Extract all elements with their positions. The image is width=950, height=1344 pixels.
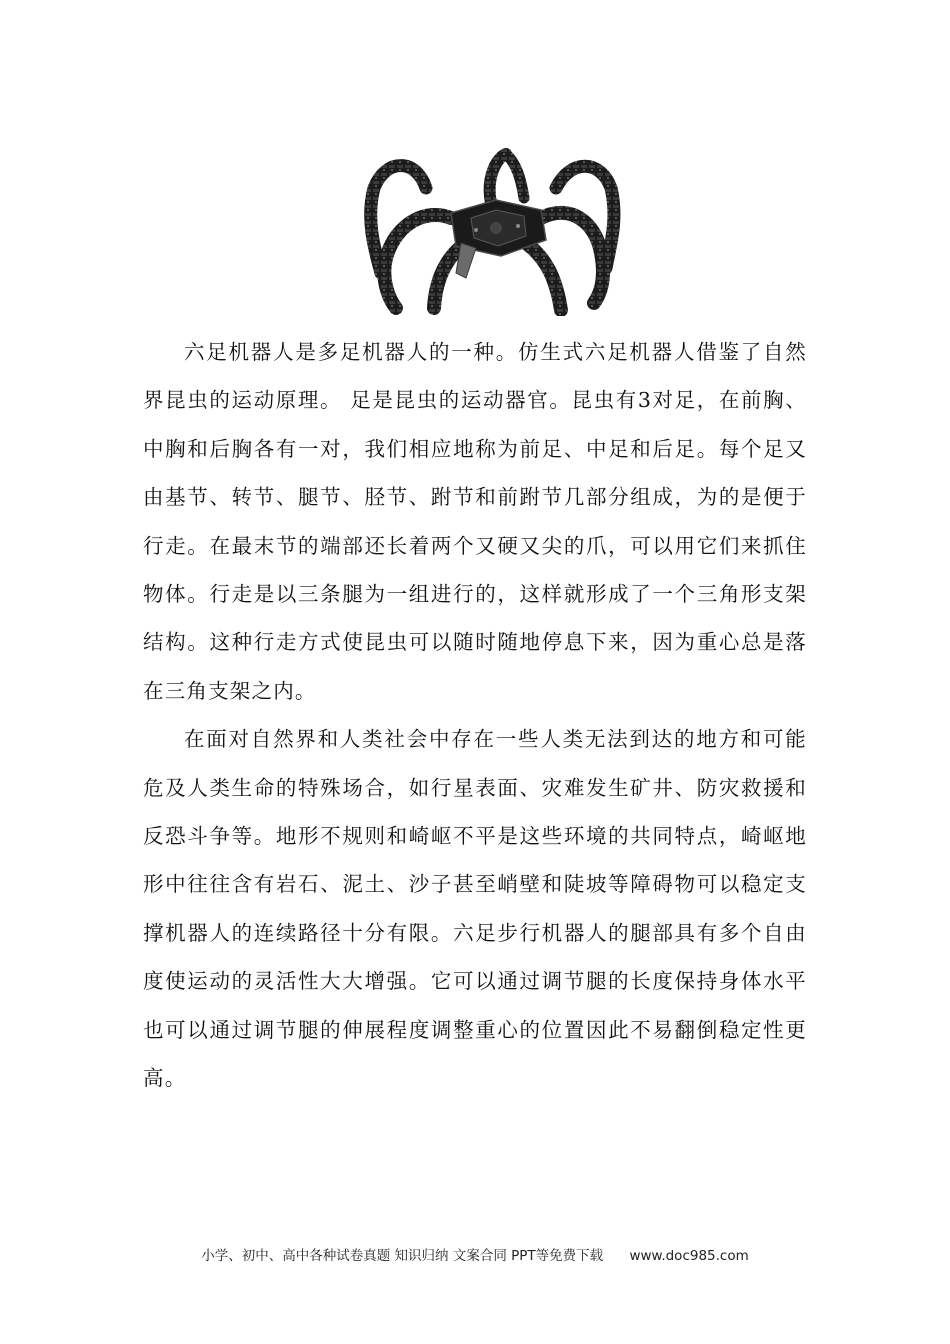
paragraph-hexapod-terrain: 在面对自然界和人类社会中存在一些人类无法到达的地方和可能危及人类生命的特殊场合，如行星表面、灾难发生矿井、防灾救援和反恐斗争等。地形不规则和崎岖不平是这些环境的共同特点，崎岖地形中往往含有岩石、泥土、沙子甚至峭壁和陡坡等障碍物可以稳定支撑机器人的连续路径十分有限。六足步行机器人的腿部具有多个自由度使运动的灵活性大大增强。它可以通过调节腿的长度保持身体水平也可以通过调节腿的伸展程度调整重心的位置因此不易翻倒稳定性更高。 xyxy=(143,727,807,1091)
article-body xyxy=(143,328,807,1103)
paragraph-hexapod-intro: 六足机器人是多足机器人的一种。仿生式六足机器人借鉴了自然界昆虫的运动原理。 足是昆虫的运动器官。昆虫有3对足，在前胸、中胸和后胸各有一对，我们相应地称为前足、中足和后足。每个足又由基节、转节、腿节、胫节、跗节和前跗节几部分组成，为的是便于行走。在最末节的端部还长着两个又硬又尖的爪，可以用它们来抓住物体。行走是以三条腿为一组进行的，这样就形成了一个三角形支架结构。这种行走方式使昆虫可以随时随地停息下来，因为重心总是落在三角支架之内。 xyxy=(143,340,807,703)
page-footer xyxy=(0,1244,950,1264)
hexapod-robot-illustration xyxy=(356,148,630,316)
footer-text: 小学、初中、高中各种试卷真题 知识归纳 文案合同 PPT等免费下载 xyxy=(201,1248,604,1264)
footer-site-link[interactable]: www.doc985.com xyxy=(629,1248,749,1264)
hexapod-robot-image xyxy=(356,148,630,316)
